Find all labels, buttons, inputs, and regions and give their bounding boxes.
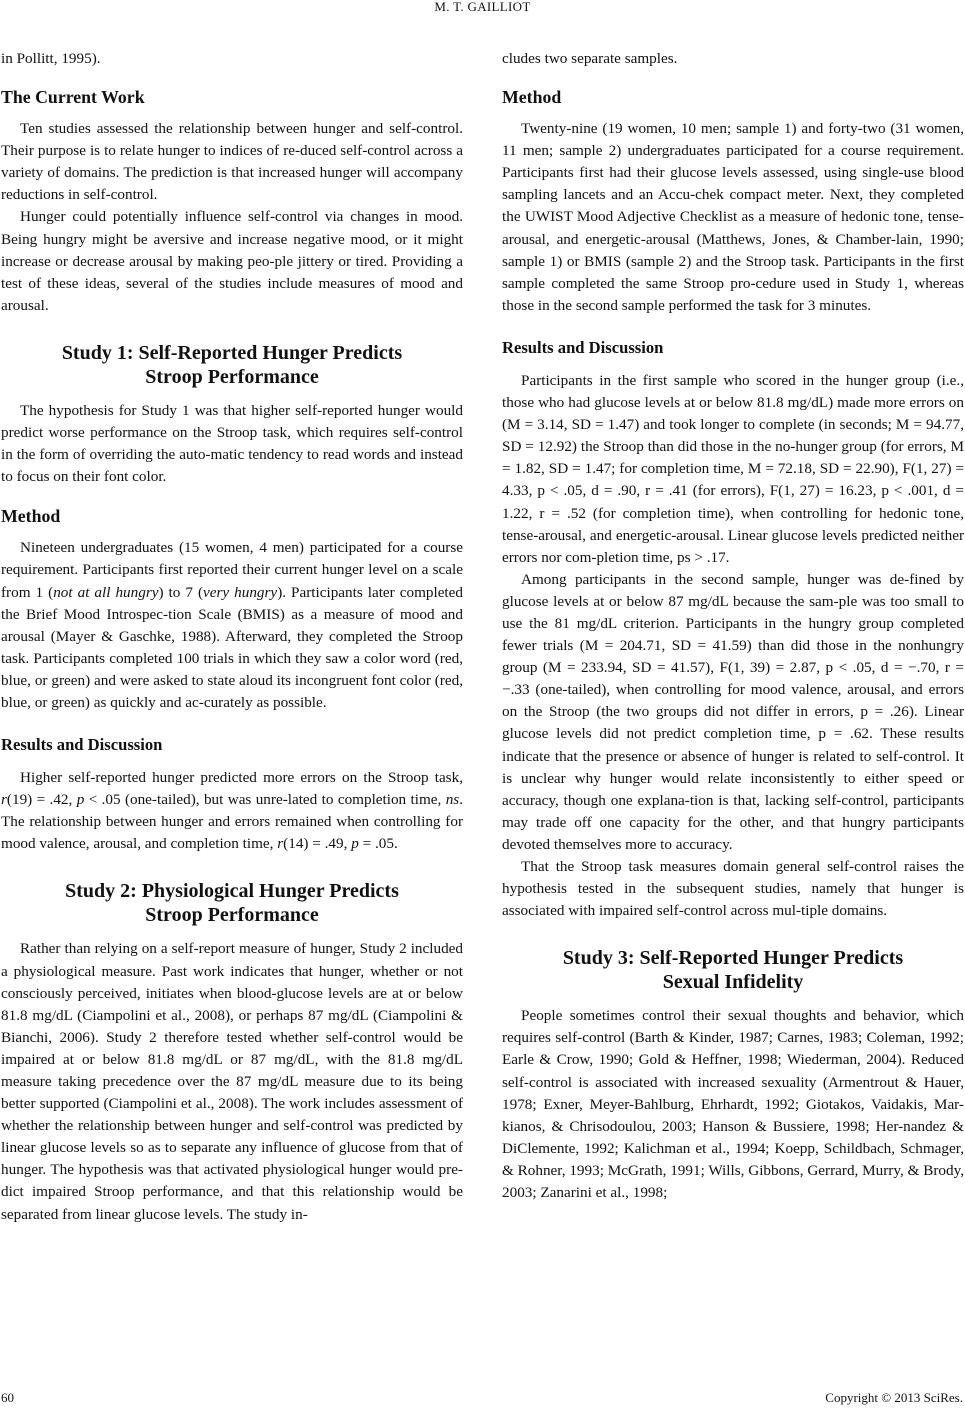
text: < .05 (one-tailed), but was unre-lated to completion time,: [84, 791, 446, 809]
section-heading-results: Results and Discussion: [502, 337, 664, 357]
text: = .05.: [358, 835, 398, 853]
text: ). Participants later completed the Brief Mood Introspec-tion Scale (BMIS) as a measure of mood and arousal (Mayer & Gaschke, 1988). Afterward, they completed the Stroop task. Participants completed 100 trials in which they saw a color word (red, blue, or green) and were asked to state aloud its incongruent font color (red, blue, or green) as quickly and ac-curately as possible.: [1, 583, 463, 711]
paragraph: Twenty-nine (19 women, 10 men; sample 1) and forty-two (31 women, 11 men; sample 2) undergraduates participated for a course requirement. Participants first had their glucose levels assessed, using single-use blood sampling lancets and an Accu-chek compact meter. Next, they completed the UWIST Mood Adjective Checklist as a measure of hedonic tone, tense-arousal, and energetic-arousal (Matthews, Jones, & Chamber-lain, 1990; sample 1) or BMIS (sample 2) and the Stroop task. Participants in the first sample completed the same Stroop pro-cedure used in Study 1, whereas those in the second sample performed the task for 3 minutes.: [502, 120, 964, 314]
section-heading-method: Method: [502, 87, 562, 108]
text: ) to 7 (: [158, 583, 204, 601]
paragraph: in Pollitt, 1995).: [1, 50, 101, 67]
section-heading-current-work: The Current Work: [1, 87, 145, 108]
paragraph: [1, 767, 463, 855]
study-3-title-line-1: Study 3: Self-Reported Hunger Predicts: [562, 947, 904, 970]
text: Higher self-reported hunger predicted more errors on the Stroop task,: [20, 769, 463, 787]
paragraph: The hypothesis for Study 1 was that higher self-reported hunger would predict worse performance on the Stroop task, which requires self-control in the form of overriding the auto-matic tendency to read words and instead to focus on their font color.: [1, 401, 463, 486]
paragraph: Among participants in the second sample, hunger was de-fined by glucose levels at or below 87 mg/dL because the sam-ple was too small to use the 81 mg/dL criterion. Participants in the hungry group completed fewer trials (M = 204.71, SD = 41.59) than did those in the nonhungry group (M = 233.94, SD = 41.57), F(1, 39) = 2.87, p < .05, d = −.70, r = −.33 (one-tailed), when controlling for mood valence, arousal, and errors on the Stroop (the two groups did not differ in errors, p = .26). Linear glucose levels did not predict completion time, p = .62. These results indicate that the presence or absence of hunger is related to self-control. It is unclear why hunger would relate inconsistently to either speed or accuracy, though one explana-tion is that, lacking self-control, participants may trade off one capacity for the other, and that hungry participants devoted themselves more to accuracy.: [502, 570, 964, 853]
left-column: [1, 48, 463, 1226]
italic-text: very hungry: [203, 583, 278, 601]
italic-text: r: [1, 791, 7, 809]
text: Nineteen undergraduates (15 women, 4 men) participated for a course requirement. Participants first reported their current hunger level on a scale from 1 (: [1, 539, 463, 601]
running-head: M. T. GAILLIOT: [434, 0, 531, 14]
italic-text: p: [76, 791, 85, 809]
section-heading-method: Method: [1, 506, 61, 527]
study-1-title: [1, 341, 463, 389]
paragraph: Hunger could potentially influence self-control via changes in mood. Being hungry might be aversive and increase negative mood, or it might increase or decrease arousal by making peo-ple jittery or tired. Providing a test of these ideas, several of the studies include measures of mood and arousal.: [1, 208, 463, 314]
italic-text: r: [277, 835, 284, 853]
study-2-title-line-2: Stroop Performance: [145, 904, 319, 927]
paragraph: Rather than relying on a self-report measure of hunger, Study 2 included a physiological measure. Past work indicates that hunger, whether or not consciously perceived, initiates when blood-glucose levels are at or below 81.8 mg/dL (Ciampolini et al., 2008), or perhaps 87 mg/dL (Ciampolini & Bianchi, 2006). Study 2 therefore tested whether self-control would be impaired at or below 81.8 mg/dL or 87 mg/dL, with the 81.8 mg/dL measure taking precedence over the 87 mg/dL measure due to its being better supported (Ciampolini et al., 2008). The work includes assessment of whether the relationship between hunger and self-control was predicted by linear glucose levels so as to separate any influence of glucose from that of hunger. The hypothesis was that activated physiological hunger would pre-dict impaired Stroop performance, and that this relationship would be separated from linear glucose levels. The study in-: [1, 940, 463, 1223]
italic-text: ns: [445, 791, 460, 809]
paragraph: cludes two separate samples.: [502, 50, 678, 67]
paragraph: That the Stroop task measures domain general self-control raises the hypothesis tested in the subsequent studies, namely that hunger is associated with impaired self-control across mul-tiple domains.: [502, 858, 964, 920]
copyright-notice: Copyright © 2013 SciRes.: [825, 1390, 963, 1405]
right-column: [502, 48, 964, 1204]
text: . The relationship between hunger and errors remained when controlling for mood valence, arousal, and completion time,: [1, 791, 463, 853]
paragraph: People sometimes control their sexual thoughts and behavior, which requires self-control (Barth & Kinder, 1987; Carnes, 1983; Coleman, 1992; Earle & Crow, 1990; Gold & Heffner, 1998; Wiederman, 2004). Reduced self-control is associated with increased sexuality (Armentrout & Hauer, 1978; Exner, Meyer-Bahlburg, Ehrhardt, 1992; Giotakos, Vaidakis, Mar-kianos, & Chrisodoulou, 2003; Hanson & Bussiere, 1998; Her-nandez & DiClemente, 1992; Kalichman et al., 1994; Koepp, Schildbach, Schmager, & Rohner, 1993; McGrath, 1991; Wills, Gibbons, Gerrard, Murry, & Brody, 2003; Zanarini et al., 1998;: [502, 1007, 964, 1202]
paragraph: Participants in the first sample who scored in the hunger group (i.e., those who had glucose levels at or below 81.8 mg/dL) made more errors on (M = 3.14, SD = 1.47) and took longer to complete (in seconds; M = 94.77, SD = 12.92) the Stroop than did those in the no-hunger group (for errors, M = 1.82, SD = 1.47; for completion time, M = 72.18, SD = 22.90), F(1, 27) = 4.33, p < .05, d = .90, r = .41 (for errors), F(1, 27) = 16.23, p < .001, d = 1.22, r = .52 (for completion time), when controlling for hedonic tone, tense-arousal, and energetic-arousal. Linear glucose levels predicted neither errors nor com-pletion time, ps > .17.: [502, 371, 964, 566]
section-heading-results: Results and Discussion: [1, 735, 163, 755]
paragraph: [1, 537, 463, 714]
study-1-title-line-2: Stroop Performance: [145, 365, 319, 388]
italic-text: not at all hungry: [53, 583, 159, 601]
text: (14) = .49,: [283, 835, 352, 853]
study-3-title: [502, 946, 964, 994]
page-number: 60: [1, 1390, 14, 1405]
study-2-title: [1, 879, 463, 927]
text: (19) = .42,: [6, 791, 77, 809]
study-3-title-line-2: Sexual Infidelity: [662, 971, 804, 994]
study-2-title-line-1: Study 2: Physiological Hunger Predicts: [65, 880, 399, 903]
paragraph: Ten studies assessed the relationship between hunger and self-control. Their purpose is to relate hunger to indices of re-duced self-control across a variety of domains. The prediction is that increased hunger will accompany reductions in self-control.: [1, 120, 463, 204]
study-1-title-line-1: Study 1: Self-Reported Hunger Predicts: [61, 341, 403, 364]
italic-text: p: [351, 835, 359, 853]
